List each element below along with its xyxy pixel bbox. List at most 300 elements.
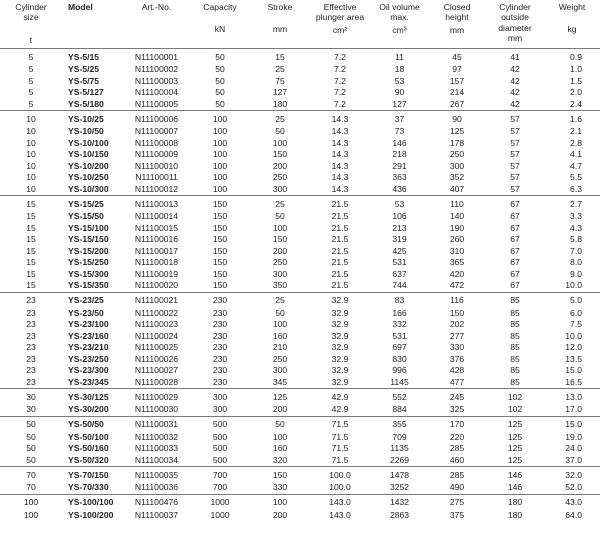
cell-model: YS-10/200 <box>68 160 109 171</box>
cell-plunger-area: 42.9 <box>309 389 371 405</box>
cell-weight: 2.0 <box>570 87 582 97</box>
cell-model: YS-30/125 <box>62 389 124 405</box>
cell-stroke: 200 <box>272 160 288 171</box>
cell-cylinder-diameter: 67 <box>510 234 520 244</box>
cell-cylinder-diameter: 85 <box>510 376 520 387</box>
cell-art-no: N11100476 <box>124 494 189 510</box>
cell-capacity: 150 <box>212 245 228 256</box>
cell-closed-height: 214 <box>449 87 465 97</box>
cell-closed-height: 178 <box>449 137 465 148</box>
cell-model: YS-15/100 <box>68 222 109 233</box>
cell-oil-volume: 11 <box>371 49 428 65</box>
cell-closed-height: 325 <box>449 404 465 414</box>
cell-capacity: 500 <box>189 416 251 432</box>
cell-closed-height: 472 <box>449 280 465 290</box>
header-capacity: Capacity kN <box>203 2 237 35</box>
cell-stroke: 125 <box>251 389 309 405</box>
cell-art-no: N11100009 <box>134 149 179 159</box>
cell-oil-volume: 2863 <box>389 509 410 520</box>
cell-cylinder-size: 15 <box>26 268 36 279</box>
cell-stroke: 75 <box>275 75 285 86</box>
cell-model: YS-5/180 <box>68 98 104 109</box>
cell-art-no: N11100012 <box>134 183 179 194</box>
cell-closed-height: 157 <box>449 75 465 86</box>
cell-plunger-area: 32.9 <box>331 342 349 352</box>
cell-cylinder-size: 10 <box>26 160 36 171</box>
cell-plunger-area: 14.3 <box>309 111 371 127</box>
cell-stroke: 250 <box>272 353 288 364</box>
cell-weight: 1.5 <box>570 75 582 86</box>
cell-capacity: 1000 <box>189 494 251 510</box>
cell-art-no: N11100035 <box>124 467 189 483</box>
cell-weight: 2.1 <box>570 126 582 136</box>
cell-weight: 5.0 <box>544 292 600 308</box>
cell-model: YS-10/250 <box>68 172 109 182</box>
cell-closed-height: 250 <box>449 149 465 159</box>
cell-cylinder-diameter: 180 <box>507 509 523 520</box>
cell-stroke: 100 <box>251 494 309 510</box>
cell-model: YS-15/50 <box>68 211 104 221</box>
cell-closed-height: 45 <box>428 49 486 65</box>
cell-oil-volume: 90 <box>394 87 405 97</box>
cell-cylinder-size: 15 <box>26 245 36 256</box>
cell-closed-height: 277 <box>449 330 465 341</box>
cell-capacity: 150 <box>212 234 228 244</box>
cell-oil-volume: 436 <box>392 183 407 194</box>
cell-plunger-area: 14.3 <box>331 160 349 171</box>
cell-capacity: 300 <box>189 389 251 405</box>
cell-weight: 17.0 <box>565 404 582 414</box>
cell-cylinder-diameter: 85 <box>510 307 520 318</box>
table-row <box>0 455 600 467</box>
table-row <box>0 138 600 150</box>
cell-art-no: N11100010 <box>134 160 179 171</box>
row-group <box>0 467 600 495</box>
cell-weight: 7.0 <box>570 245 582 256</box>
cell-weight: 6.0 <box>570 307 582 318</box>
cell-weight: 1.0 <box>570 64 582 74</box>
table-row <box>0 354 600 366</box>
cell-plunger-area: 21.5 <box>331 211 349 221</box>
cell-cylinder-diameter: 125 <box>507 431 523 442</box>
cell-model: YS-23/300 <box>68 365 109 375</box>
cell-art-no: N11100030 <box>134 404 179 414</box>
cell-weight: 15.0 <box>565 365 582 375</box>
cell-closed-height: 428 <box>449 365 465 375</box>
cell-model: YS-23/50 <box>68 307 104 318</box>
cell-oil-volume: 637 <box>392 268 407 279</box>
cell-cylinder-diameter: 57 <box>510 172 520 182</box>
cell-model: YS-15/150 <box>68 234 109 244</box>
cell-model: YS-10/25 <box>62 111 124 127</box>
cell-art-no: N11100024 <box>134 330 179 341</box>
cell-art-no: N11100031 <box>124 416 189 432</box>
cell-cylinder-size: 10 <box>26 172 36 182</box>
cell-weight: 9.0 <box>570 268 582 279</box>
cell-art-no: N11100021 <box>124 292 189 308</box>
cell-cylinder-size: 50 <box>26 431 36 442</box>
cell-plunger-area: 32.9 <box>331 365 349 375</box>
cell-capacity: 100 <box>212 137 228 148</box>
cell-cylinder-diameter: 57 <box>510 149 520 159</box>
cell-art-no: N11100033 <box>134 443 179 453</box>
cell-plunger-area: 32.9 <box>331 307 349 318</box>
cell-capacity: 50 <box>215 98 225 109</box>
cell-plunger-area: 32.9 <box>331 330 349 341</box>
cell-closed-height: 490 <box>449 482 465 492</box>
cell-cylinder-size: 10 <box>0 111 62 127</box>
cell-weight: 5.8 <box>570 234 582 244</box>
cell-oil-volume: 363 <box>392 172 407 182</box>
cell-stroke: 300 <box>272 268 288 279</box>
cell-stroke: 160 <box>272 443 288 453</box>
cell-stroke: 25 <box>251 111 309 127</box>
cell-plunger-area: 14.3 <box>331 149 349 159</box>
table-row <box>0 365 600 377</box>
cell-model: YS-50/320 <box>68 454 109 465</box>
table-row <box>0 432 600 444</box>
cell-cylinder-size: 23 <box>26 330 36 341</box>
cell-cylinder-size: 10 <box>26 126 36 136</box>
table-row <box>0 161 600 173</box>
cell-capacity: 100 <box>212 183 228 194</box>
cell-model: YS-23/100 <box>68 319 109 329</box>
cell-weight: 16.5 <box>565 376 582 387</box>
cell-plunger-area: 32.9 <box>331 376 349 387</box>
cell-weight: 32.0 <box>544 467 600 483</box>
header-stroke: Stroke mm <box>267 2 293 35</box>
cell-closed-height: 170 <box>428 416 486 432</box>
cell-closed-height: 202 <box>449 319 465 329</box>
cell-model: YS-10/100 <box>68 137 109 148</box>
cell-stroke: 150 <box>251 467 309 483</box>
cell-weight: 13.0 <box>544 389 600 405</box>
cell-plunger-area: 21.5 <box>331 268 349 279</box>
cell-capacity: 150 <box>212 257 228 267</box>
cell-plunger-area: 14.3 <box>331 126 349 136</box>
cell-weight: 0.9 <box>544 49 600 65</box>
cell-cylinder-size: 23 <box>26 376 36 387</box>
cell-model: YS-23/160 <box>68 330 109 341</box>
cell-plunger-area: 7.2 <box>334 87 346 97</box>
cell-capacity: 100 <box>189 111 251 127</box>
cell-plunger-area: 21.5 <box>331 234 349 244</box>
cell-capacity: 100 <box>212 160 228 171</box>
cell-closed-height: 285 <box>428 467 486 483</box>
cell-cylinder-diameter: 67 <box>510 257 520 267</box>
cell-cylinder-diameter: 57 <box>510 160 520 171</box>
cell-weight: 19.0 <box>565 431 582 442</box>
cell-art-no: N11100026 <box>134 353 179 364</box>
table-row <box>0 234 600 246</box>
cell-stroke: 100 <box>272 319 288 329</box>
cell-capacity: 100 <box>212 172 228 182</box>
cell-art-no: N11100011 <box>135 172 178 182</box>
cell-weight: 5.5 <box>570 172 582 182</box>
cell-oil-volume: 531 <box>392 257 407 267</box>
cell-art-no: N11100036 <box>134 482 179 492</box>
row-group <box>0 111 600 196</box>
cell-capacity: 150 <box>212 280 228 290</box>
cell-cylinder-size: 100 <box>23 509 39 520</box>
cell-model: YS-23/345 <box>68 376 109 387</box>
cell-weight: 3.3 <box>570 211 582 221</box>
cell-oil-volume: 425 <box>392 245 407 256</box>
table-row <box>0 49 600 65</box>
table-row <box>0 443 600 455</box>
cell-weight: 2.4 <box>570 98 582 109</box>
cell-closed-height: 116 <box>428 292 486 308</box>
cell-model: YS-30/200 <box>68 404 109 414</box>
cell-closed-height: 310 <box>449 245 465 256</box>
cell-cylinder-size: 15 <box>26 222 36 233</box>
cell-plunger-area: 7.2 <box>334 98 346 109</box>
header-art-no: Art.-No. <box>141 2 172 12</box>
cell-model: YS-15/200 <box>68 245 109 256</box>
cell-weight: 4.7 <box>570 160 582 171</box>
cell-capacity: 230 <box>212 319 228 329</box>
cell-closed-height: 97 <box>452 64 462 74</box>
cell-capacity: 150 <box>212 222 228 233</box>
cell-capacity: 150 <box>212 211 228 221</box>
cell-oil-volume: 53 <box>371 196 428 212</box>
cell-oil-volume: 166 <box>392 307 407 318</box>
cell-stroke: 200 <box>272 245 288 256</box>
row-group <box>0 196 600 293</box>
cell-oil-volume: 830 <box>392 353 407 364</box>
header-model: Model <box>68 2 93 12</box>
cell-capacity: 50 <box>215 64 225 74</box>
row-group <box>0 292 600 389</box>
cell-cylinder-diameter: 41 <box>486 49 544 65</box>
cell-oil-volume: 73 <box>394 126 405 136</box>
cell-oil-volume: 996 <box>392 365 407 375</box>
table-row <box>0 389 600 405</box>
cell-model: YS-23/250 <box>68 353 109 364</box>
cell-oil-volume: 319 <box>392 234 407 244</box>
cell-plunger-area: 7.2 <box>309 49 371 65</box>
cell-closed-height: 90 <box>428 111 486 127</box>
cell-plunger-area: 14.3 <box>331 137 349 148</box>
cell-closed-height: 245 <box>428 389 486 405</box>
cell-closed-height: 260 <box>449 234 465 244</box>
cell-art-no: N11100028 <box>134 376 179 387</box>
cell-model: YS-100/200 <box>68 509 114 520</box>
cell-closed-height: 190 <box>449 222 465 233</box>
header-plunger-area: Effective plunger area cm² <box>315 2 365 35</box>
cell-cylinder-size: 23 <box>26 319 36 329</box>
cell-oil-volume: 1135 <box>390 443 409 453</box>
cell-cylinder-diameter: 85 <box>510 319 520 329</box>
cell-model: YS-15/350 <box>68 280 109 290</box>
cell-cylinder-diameter: 42 <box>510 75 520 86</box>
cell-plunger-area: 100.0 <box>329 482 351 492</box>
cell-capacity: 230 <box>212 376 228 387</box>
cell-model: YS-10/300 <box>68 183 109 194</box>
cell-oil-volume: 2269 <box>389 454 410 465</box>
cell-stroke: 150 <box>272 149 288 159</box>
cell-weight: 24.0 <box>565 443 582 453</box>
cell-cylinder-diameter: 57 <box>510 137 520 148</box>
cell-weight: 12.0 <box>565 342 582 352</box>
cell-oil-volume: 146 <box>392 137 407 148</box>
cell-plunger-area: 32.9 <box>309 292 371 308</box>
cell-art-no: N11100034 <box>134 454 179 465</box>
cell-art-no: N11100016 <box>134 234 179 244</box>
cell-closed-height: 275 <box>428 494 486 510</box>
table-row <box>0 99 600 111</box>
header-weight: Weight kg <box>558 2 586 35</box>
cell-cylinder-size: 30 <box>26 404 36 414</box>
cell-oil-volume: 744 <box>392 280 407 290</box>
table-row <box>0 76 600 88</box>
cell-stroke: 250 <box>272 257 288 267</box>
cell-stroke: 250 <box>272 172 288 182</box>
cell-closed-height: 375 <box>449 509 465 520</box>
cell-plunger-area: 21.5 <box>331 280 349 290</box>
cell-cylinder-diameter: 146 <box>486 467 544 483</box>
cell-closed-height: 110 <box>428 196 486 212</box>
cell-closed-height: 420 <box>449 268 465 279</box>
cell-oil-volume: 37 <box>371 111 428 127</box>
cell-oil-volume: 355 <box>371 416 428 432</box>
cell-model: YS-70/150 <box>62 467 124 483</box>
cell-model: YS-5/127 <box>68 87 104 97</box>
cell-art-no: N11100002 <box>134 64 179 74</box>
cell-art-no: N11100032 <box>134 431 179 442</box>
table-row <box>0 87 600 99</box>
cell-plunger-area: 14.3 <box>331 172 349 182</box>
cell-cylinder-size: 15 <box>26 211 36 221</box>
cell-cylinder-size: 15 <box>26 257 36 267</box>
cell-model: YS-70/330 <box>68 482 109 492</box>
cell-capacity: 230 <box>212 342 228 352</box>
cell-stroke: 50 <box>275 126 285 136</box>
table-row <box>0 280 600 292</box>
cell-cylinder-diameter: 42 <box>510 87 520 97</box>
cell-closed-height: 460 <box>449 454 465 465</box>
cell-oil-volume: 332 <box>392 319 407 329</box>
cell-art-no: N11100008 <box>134 137 179 148</box>
cell-cylinder-size: 5 <box>28 75 34 86</box>
cell-capacity: 50 <box>189 49 251 65</box>
table-header <box>0 0 600 49</box>
cell-closed-height: 477 <box>449 376 465 387</box>
cell-model: YS-15/25 <box>62 196 124 212</box>
cell-art-no: N11100005 <box>134 98 179 109</box>
cell-cylinder-size: 50 <box>0 416 62 432</box>
cell-plunger-area: 42.9 <box>331 404 349 414</box>
table-row <box>0 172 600 184</box>
cell-stroke: 100 <box>272 431 288 442</box>
cell-capacity: 230 <box>212 307 228 318</box>
cell-cylinder-size: 10 <box>26 137 36 148</box>
cell-cylinder-diameter: 85 <box>510 353 520 364</box>
cell-model: YS-23/210 <box>68 342 109 352</box>
cell-capacity: 700 <box>189 467 251 483</box>
cell-closed-height: 125 <box>449 126 465 136</box>
cell-plunger-area: 21.5 <box>331 222 349 233</box>
cell-stroke: 50 <box>251 416 309 432</box>
cell-model: YS-23/25 <box>62 292 124 308</box>
cell-art-no: N11100013 <box>124 196 189 212</box>
cell-stroke: 200 <box>272 404 288 414</box>
cell-cylinder-diameter: 85 <box>486 292 544 308</box>
cell-cylinder-diameter: 67 <box>510 222 520 233</box>
cell-cylinder-diameter: 125 <box>507 454 523 465</box>
cell-model: YS-5/75 <box>68 75 100 86</box>
cell-cylinder-diameter: 146 <box>507 482 523 492</box>
cell-closed-height: 140 <box>449 211 465 221</box>
cell-plunger-area: 32.9 <box>331 319 349 329</box>
cell-plunger-area: 7.2 <box>334 75 346 86</box>
cell-cylinder-size: 15 <box>26 280 36 290</box>
cell-cylinder-size: 23 <box>26 342 36 352</box>
cell-art-no: N11100006 <box>124 111 189 127</box>
header-cylinder-size: Cylinder size t <box>15 2 47 45</box>
cell-cylinder-size: 50 <box>26 443 36 453</box>
cell-model: YS-50/50 <box>62 416 124 432</box>
cell-stroke: 210 <box>272 342 288 352</box>
table-row <box>0 319 600 331</box>
cell-weight: 10.0 <box>565 330 582 341</box>
cell-cylinder-size: 5 <box>28 64 34 74</box>
cell-cylinder-diameter: 125 <box>486 416 544 432</box>
cell-oil-volume: 709 <box>392 431 407 442</box>
cell-stroke: 100 <box>272 222 288 233</box>
cell-capacity: 150 <box>189 196 251 212</box>
cell-weight: 64.0 <box>565 509 582 520</box>
cell-closed-height: 300 <box>449 160 465 171</box>
cell-oil-volume: 1145 <box>390 376 409 387</box>
cell-plunger-area: 21.5 <box>331 257 349 267</box>
cell-art-no: N11100025 <box>134 342 179 352</box>
cell-capacity: 1000 <box>210 509 230 520</box>
cell-closed-height: 365 <box>449 257 465 267</box>
cell-plunger-area: 7.2 <box>334 64 346 74</box>
cell-weight: 52.0 <box>565 482 582 492</box>
cell-art-no: N11100015 <box>134 222 179 233</box>
cell-cylinder-size: 70 <box>26 482 36 492</box>
cell-stroke: 25 <box>275 64 285 74</box>
cell-cylinder-size: 5 <box>28 98 34 109</box>
cell-weight: 10.0 <box>565 280 582 290</box>
cell-stroke: 25 <box>251 292 309 308</box>
table-row <box>0 342 600 354</box>
cell-cylinder-diameter: 102 <box>486 389 544 405</box>
cell-stroke: 150 <box>272 234 288 244</box>
cell-art-no: N11100029 <box>124 389 189 405</box>
cell-plunger-area: 71.5 <box>331 443 349 453</box>
cell-closed-height: 220 <box>449 431 465 442</box>
cell-oil-volume: 697 <box>392 342 407 352</box>
cell-stroke: 350 <box>272 280 288 290</box>
row-group <box>0 49 600 111</box>
cell-stroke: 160 <box>272 330 288 341</box>
cell-capacity: 150 <box>212 268 228 279</box>
table-row <box>0 308 600 320</box>
cell-model: YS-100/100 <box>62 494 124 510</box>
table-row <box>0 404 600 416</box>
cell-cylinder-size: 10 <box>26 149 36 159</box>
cell-weight: 2.8 <box>570 137 582 148</box>
cell-weight: 4.1 <box>570 149 582 159</box>
cell-art-no: N11100022 <box>134 307 179 318</box>
cell-capacity: 700 <box>212 482 228 492</box>
cell-stroke: 100 <box>272 137 288 148</box>
table-row <box>0 292 600 308</box>
cell-cylinder-diameter: 102 <box>507 404 523 414</box>
